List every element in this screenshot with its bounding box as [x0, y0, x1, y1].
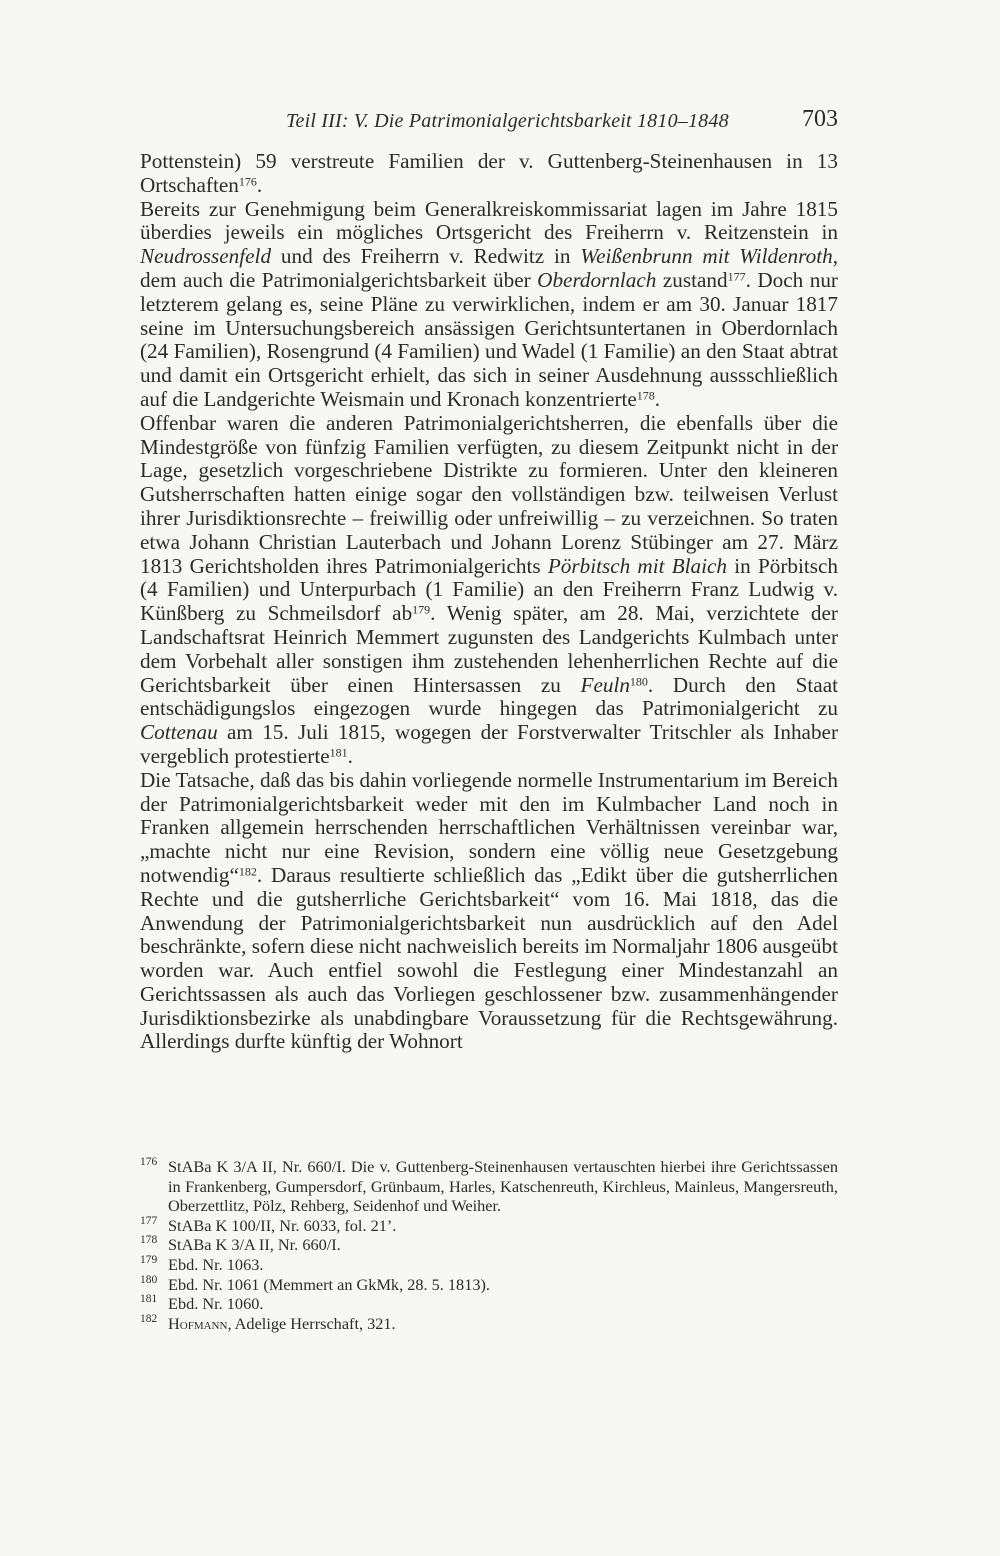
text-run: Die Tatsache, daß das bis dahin vorliegende normelle Instrumentarium im Bereich der Patrimonialgerichtsbarkeit weder mit den im Kulmbacher Land noch in Franken allgemein herrschenden herrschaftlichen Verhältnissen vereinbar war, „machte nicht nur eine Revision, sondern eine völlig neue Gesetzgebung notwendig“: [140, 767, 838, 887]
text-run: zustand: [656, 267, 728, 292]
page-header: [140, 106, 838, 136]
footnote-ref-176: 176: [238, 174, 257, 189]
footnote-182: [140, 1314, 838, 1334]
paragraph-2: [140, 198, 838, 412]
body-text: [140, 150, 838, 1054]
footnote-178: [140, 1235, 838, 1255]
text-run: und des Freiherrn v. Redwitz in: [271, 244, 581, 269]
footnote-number: 177: [140, 1214, 158, 1227]
footnote-ref-178: 178: [636, 388, 655, 403]
footnote-181: [140, 1294, 838, 1314]
place-name: Feuln: [580, 672, 630, 697]
page-number: 703: [802, 106, 838, 132]
paragraph-4: [140, 769, 838, 1055]
footnote-ref-180: 180: [629, 673, 648, 688]
text-run: .: [347, 743, 353, 768]
footnote-number: 182: [140, 1312, 158, 1325]
text-run: . Doch nur letzterem gelang es, seine Pläne zu verwirklichen, indem er am 30. Januar 1817 seine im Untersuchungsbereich ansässigen Gerichtsuntertanen in Oberdornlach (24 Familien), Rosengrund (4 Familien) und Wadel (1 Familie) an den Staat abtrat und damit ein Ortsgericht erhielt, das sich in seiner Ausdehnung aussschließlich auf die Landgerichte Weismain und Kronach konzentrierte: [140, 267, 838, 411]
footnote-ref-182: 182: [238, 864, 257, 879]
footnote-text: StABa K 3/A II, Nr. 660/I. Die v. Guttenberg-Steinenhausen vertauschten hierbei ihre Gerichtssassen in Frankenberg, Gumpersdorf, Grünbaum, Harles, Katschenreuth, Kirchleus, Mainleus, Mangersreuth, Oberzettlitz, Pölz, Rehberg, Seidenhof und Weiher.: [168, 1157, 838, 1216]
footnote-text: StABa K 3/A II, Nr. 660/I.: [168, 1235, 341, 1255]
footnote-text: StABa K 100/II, Nr. 6033, fol. 21’.: [168, 1215, 397, 1235]
running-title: Teil III: V. Die Patrimonialgerichtsbarkeit 1810–1848: [286, 110, 729, 132]
place-name: Pörbitsch mit Blaich: [547, 553, 728, 578]
text-run: .: [654, 386, 661, 411]
footnote-number: 179: [140, 1253, 158, 1266]
place-name: Cottenau: [140, 720, 218, 745]
footnote-177: [140, 1216, 838, 1236]
text-run: . Daraus resultierte schließlich das „Edikt über die gutsherrlichen Rechte und die gutsherrliche Gerichtsbarkeit“ vom 16. Mai 1818, das die Anwendung der Patrimonialgerichtsbarkeit nun ausdrücklich auf den Adel beschränkte, sofern diese nicht nachweislich bereits im Normaljahr 1806 ausgeübt worden war. Auch entfiel sowohl die Festlegung einer Mindestanzahl an Gerichtssassen als auch das Vorliegen geschlossener bzw. zusammenhängender Jurisdiktionsbezirke als unabdingbare Voraussetzung für die Rechtsgewährung. Allerdings durfte künftig der Wohnort: [140, 862, 838, 1054]
footnote-number: 178: [140, 1234, 158, 1247]
text-run: , dem auch die Patrimonialgerichtsbarkeit über: [140, 244, 838, 292]
place-name: Oberdornlach: [537, 267, 657, 292]
text-run: in Pörbitsch (4 Familien) und Unterpurbach (1 Familie) an den Freiherrn Franz Ludwig v. Künßberg zu Schmeilsdorf ab: [140, 553, 838, 626]
text-run: .: [256, 172, 263, 197]
footnote-text: Ebd. Nr. 1063.: [168, 1254, 264, 1274]
footnote-ref-177: 177: [727, 269, 746, 284]
footnote-number: 176: [140, 1156, 158, 1168]
footnote-number: 180: [140, 1273, 158, 1286]
text-run: am 15. Juli 1815, wogegen der Forstverwalter Tritschler als Inhaber vergeblich protestierte: [140, 720, 838, 768]
text-run: Offenbar waren die anderen Patrimonialgerichtsherren, die ebenfalls über die Mindestgröße von fünfzig Familien verfügten, zu diesem Zeitpunkt nicht in der Lage, gesetzlich vorgeschriebene Distrikte zu formieren. Unter den kleineren Gutsherrschaften hatten einige sogar den vollständigen bzw. teilweisen Verlust ihrer Jurisdiktionsrechte – freiwillig oder unfreiwillig – zu verzeichnen. So traten etwa Johann Christian Lauterbach und Johann Lorenz Stübinger am 27. März 1813 Gerichtsholden ihres Patrimonialgerichts: [140, 410, 838, 578]
paragraph-1: [140, 150, 838, 198]
footnote-180: [140, 1275, 838, 1295]
footnote-text: Ebd. Nr. 1061 (Memmert an GkMk, 28. 5. 1813).: [168, 1274, 490, 1294]
place-name: Neudrossenfeld: [140, 244, 272, 269]
text-run: . Durch den Staat entschädigungslos eingezogen wurde hingegen das Patrimonialgericht zu: [140, 672, 838, 721]
paragraph-3: [140, 412, 838, 769]
text-run: Bereits zur Genehmigung beim Generalkreiskommissariat lagen im Jahre 1815 überdies jeweils ein mögliches Ortsgericht des Freiherrn v. Reitzenstein in: [140, 196, 838, 245]
footnote-179: [140, 1255, 838, 1275]
footnote-ref-179: 179: [412, 602, 431, 617]
footnote-text: Ebd. Nr. 1060.: [168, 1294, 264, 1314]
text-run: . Wenig später, am 28. Mai, verzichtete der Landschaftsrat Heinrich Memmert zugunsten des Landgerichts Kulmbach unter dem Vorbehalt aller sonstigen ihm zustehenden lehenherrlichen Rechte auf die Gerichtsbarkeit über einen Hintersassen zu: [140, 601, 838, 697]
footnote-number: 181: [140, 1293, 158, 1306]
place-name: Weißenbrunn mit Wildenroth: [580, 244, 833, 269]
footnote-author: Hofmann: [168, 1313, 228, 1333]
footnote-text: , Adelige Herrschaft, 321.: [227, 1313, 396, 1333]
footnotes: [140, 1157, 838, 1333]
footnote-176: [140, 1157, 838, 1216]
footnote-ref-181: 181: [329, 745, 348, 760]
text-run: Pottenstein) 59 verstreute Familien der v. Guttenberg-Steinenhausen in 13 Ortschaften: [140, 149, 838, 197]
